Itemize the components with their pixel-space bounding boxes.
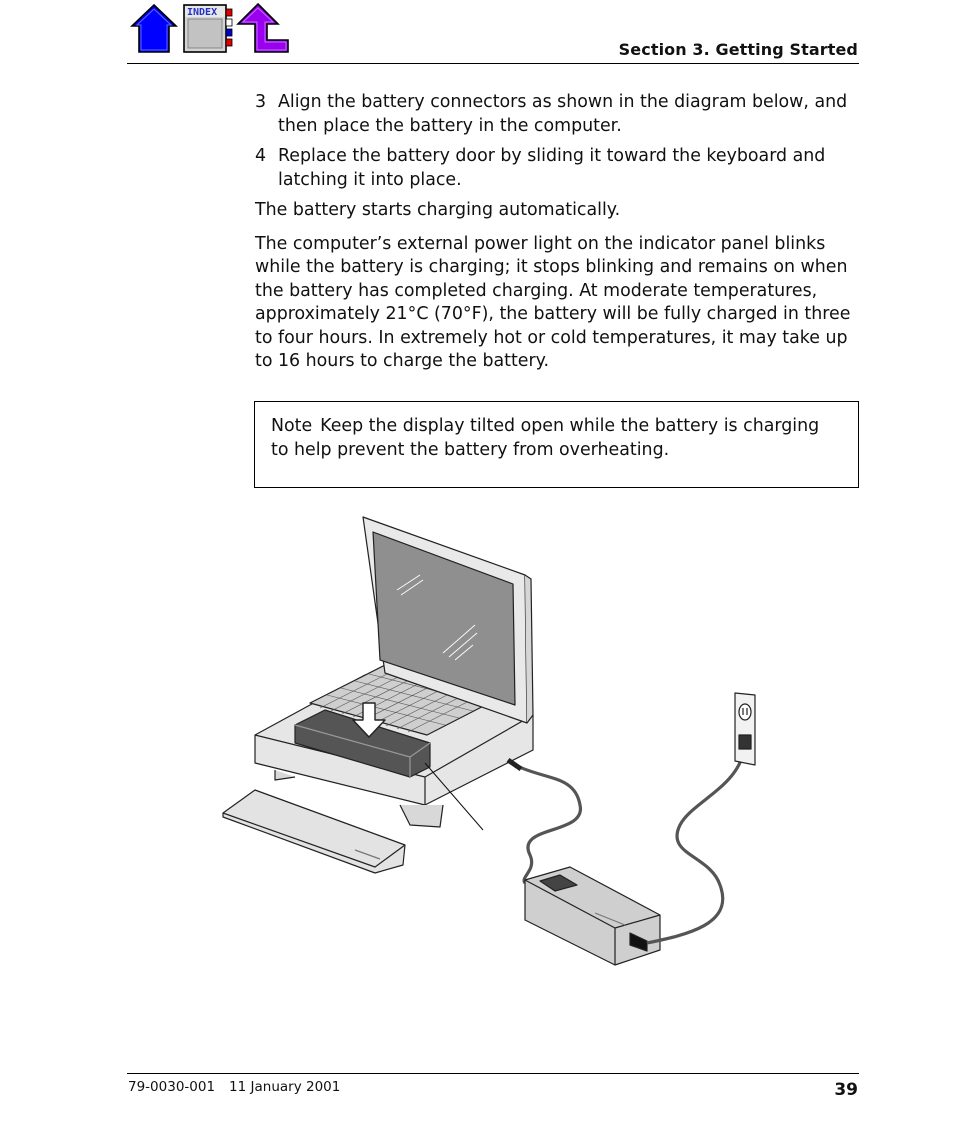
home-icon[interactable] — [130, 2, 178, 54]
step-text: Align the battery connectors as shown in the diagram below, and then place the battery in the computer. — [278, 92, 848, 136]
main-content — [255, 91, 859, 384]
document-date: 11 January 2001 — [229, 1079, 341, 1095]
note-label: Note — [271, 416, 313, 436]
footer-doc-info — [128, 1079, 340, 1095]
outlet-cord — [647, 740, 745, 943]
note-text: Keep the display tilted open while the battery is charging to help prevent the battery from overheating. — [271, 416, 820, 460]
step-item — [255, 91, 859, 138]
step-number: 3 — [255, 92, 267, 112]
body-paragraph: The battery starts charging automatically. — [255, 200, 621, 220]
header-rule — [127, 63, 859, 64]
document-number: 79-0030-001 — [128, 1079, 216, 1095]
step-number: 4 — [255, 146, 267, 166]
power-cord — [515, 765, 580, 883]
note-box — [254, 401, 859, 488]
battery-door — [223, 790, 405, 873]
step-item — [255, 145, 859, 192]
footer-rule — [127, 1073, 859, 1074]
body-paragraph: The computer’s external power light on the indicator panel blinks while the battery is charging; it stops blinking and remains on when the battery has completed charging. At moderate temperatures, approximately 21°C (70°F), the battery will be fully charged in three to four hours. In extremely hot or cold temperatures, it may take up to 16 hours to charge the battery. — [255, 233, 851, 371]
section-title: Section 3. Getting Started — [618, 40, 858, 59]
back-arrow-icon[interactable] — [236, 2, 290, 54]
page-number: 39 — [834, 1080, 858, 1100]
index-icon[interactable] — [182, 2, 234, 54]
index-icon-label: INDEX — [187, 7, 218, 18]
battery-install-illustration — [215, 505, 775, 975]
navigation-icons — [130, 2, 290, 56]
step-text: Replace the battery door by sliding it toward the keyboard and latching it into place. — [278, 146, 826, 190]
